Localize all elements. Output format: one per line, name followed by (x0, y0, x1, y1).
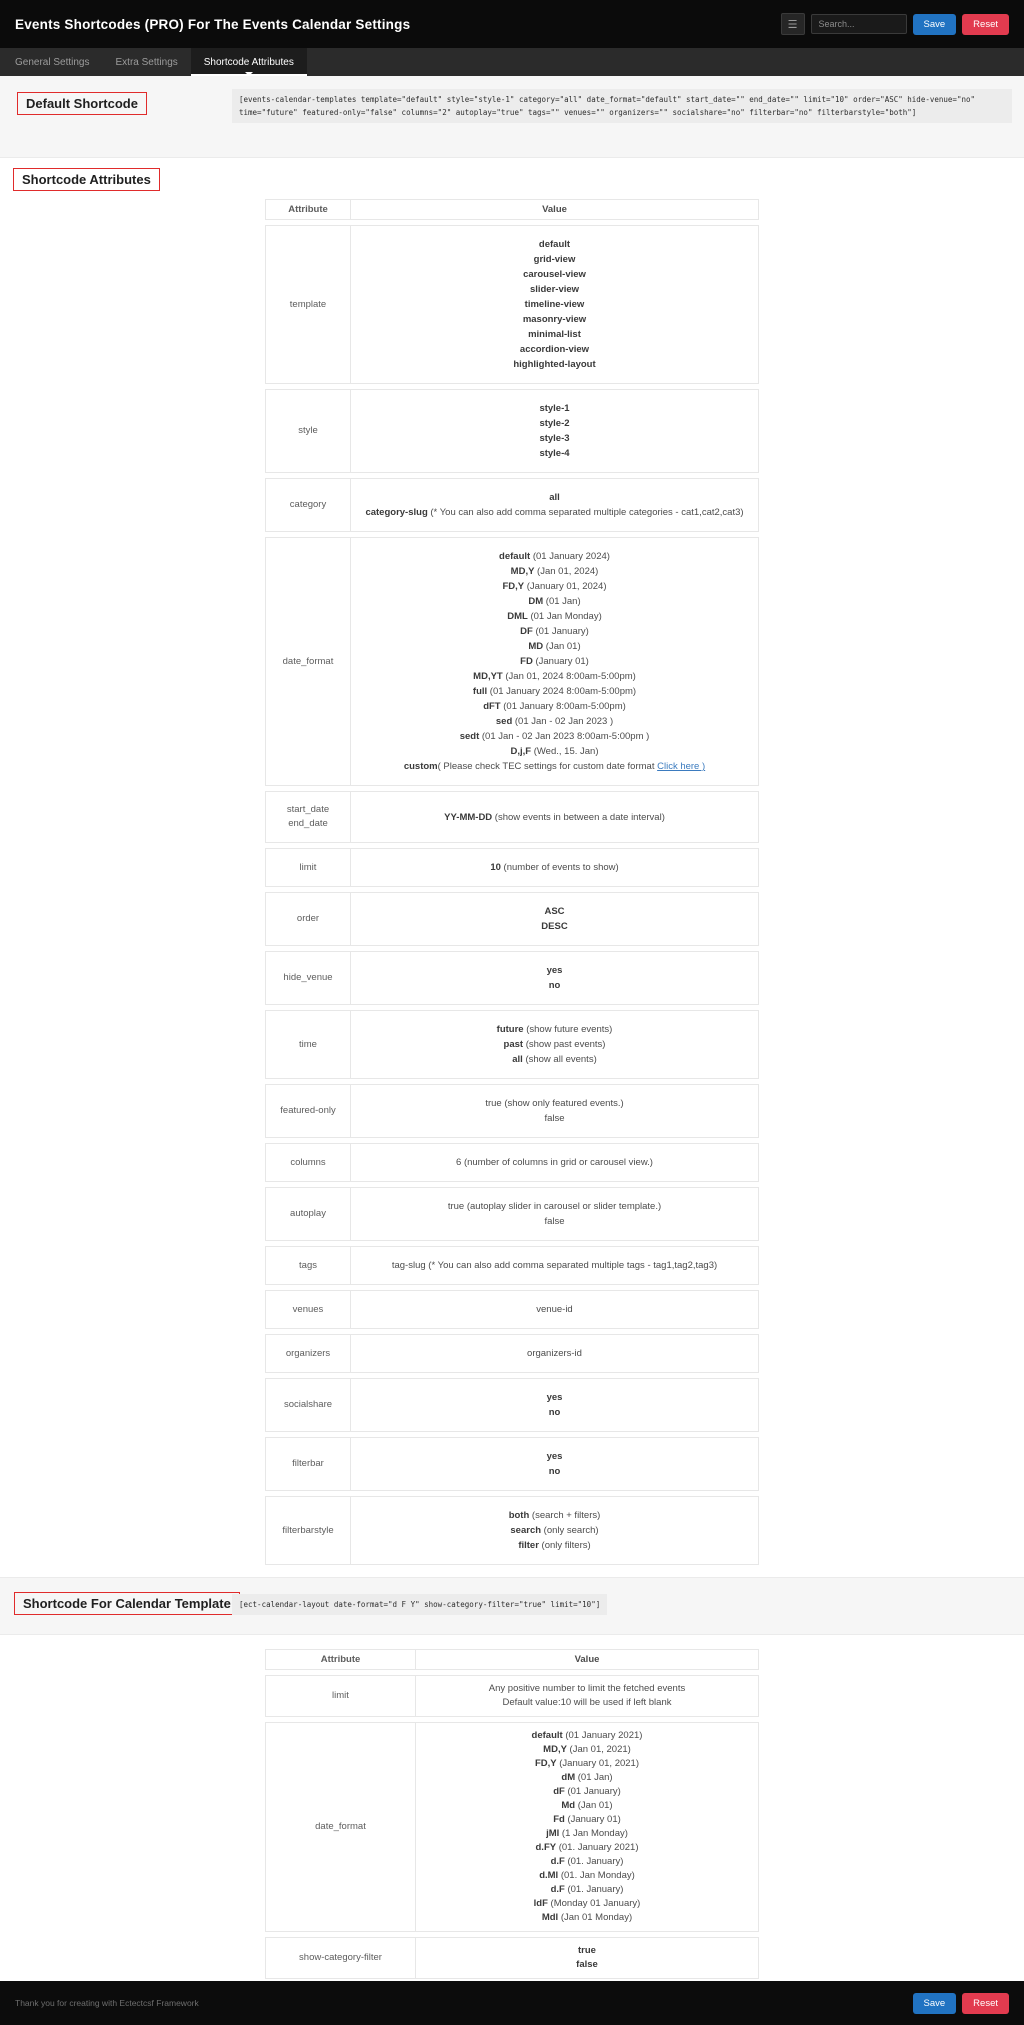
table-row (265, 389, 759, 473)
table-header-row (265, 1649, 759, 1670)
value-line: slider-view (529, 284, 580, 295)
value-line: dFT (01 January 8:00am-5:00pm) (483, 701, 626, 712)
tab-general-settings[interactable]: General Settings (15, 56, 90, 68)
attribute-name: venues (292, 1303, 324, 1315)
value-line: highlighted-layout (513, 359, 596, 370)
footer-actions (913, 1993, 1009, 2014)
default-shortcode-code: [events-calendar-templates template="default" style="style-1" category="all" date_format="default" start_date="" end_date="" limit="10" order="ASC" hide-venue="no" time="future" featured-only="false" columns="2" autoplay="true" tags="" venues="" organizers="" socialshare="no" filterbar="no" filterbarstyle="both"] (232, 89, 1012, 123)
value-line: jMl (1 Jan Monday) (546, 1828, 628, 1839)
value-line: 6 (number of columns in grid or carousel view.) (456, 1157, 653, 1168)
value-cell (351, 792, 758, 842)
attribute-cell (266, 893, 351, 945)
attribute-name: filterbar (292, 1458, 324, 1469)
value-cell (416, 1723, 758, 1931)
footer-save-button[interactable]: Save (913, 1993, 957, 2014)
table-row (265, 537, 759, 786)
menu-icon[interactable]: ☰ (781, 13, 805, 35)
top-header (0, 0, 1024, 48)
attribute-column-header: Attribute (266, 200, 351, 219)
table-row (265, 1722, 759, 1932)
value-cell (351, 893, 758, 945)
table-row (265, 791, 759, 843)
value-cell (351, 1144, 758, 1181)
value-line: D,j,F (Wed., 15. Jan) (510, 746, 599, 757)
attribute-cell (266, 1676, 416, 1716)
value-cell (351, 1247, 758, 1284)
attribute-cell (266, 479, 351, 531)
table-row (265, 1290, 759, 1329)
value-line: MD (Jan 01) (528, 641, 581, 652)
value-line: DF (01 January) (520, 626, 589, 637)
value-line: style-2 (539, 418, 570, 429)
attribute-name: socialshare (283, 1399, 333, 1410)
table-row (265, 1437, 759, 1491)
value-line: DM (01 Jan) (528, 596, 581, 607)
value-line: both (search + filters) (508, 1510, 601, 1521)
attribute-cell (266, 1247, 351, 1284)
value-line: organizers-id (527, 1348, 582, 1359)
value-line: Md (Jan 01) (561, 1800, 613, 1811)
value-cell (351, 1085, 758, 1137)
attribute-cell (266, 1938, 416, 1978)
value-line: filter (only filters) (518, 1540, 591, 1551)
attribute-name: limit (332, 1690, 349, 1701)
value-line: YY-MM-DD (show events in between a date interval) (444, 811, 665, 823)
value-line: yes (546, 1392, 563, 1403)
click-here-link[interactable]: Click here ) (657, 761, 706, 772)
attribute-cell (266, 1188, 351, 1240)
search-input[interactable] (811, 14, 907, 34)
attribute-cell (266, 1144, 351, 1181)
value-line: 10 (number of events to show) (490, 862, 619, 873)
attribute-name: time (299, 1038, 317, 1050)
value-cell (416, 1938, 758, 1978)
value-line: FD (January 01) (520, 656, 589, 667)
attribute-name: organizers (285, 1347, 331, 1359)
shortcode-attributes-table (265, 199, 759, 1565)
value-line: Default value:10 will be used if left blank (502, 1697, 672, 1708)
attribute-cell (266, 849, 351, 886)
value-cell (351, 226, 758, 383)
value-line: DESC (541, 921, 568, 932)
value-line: MD,YT (Jan 01, 2024 8:00am-5:00pm) (473, 671, 636, 682)
value-cell (351, 1335, 758, 1372)
attribute-name: tags (299, 1259, 317, 1271)
table-row (265, 1937, 759, 1979)
value-line: search (only search) (510, 1525, 599, 1536)
attribute-name: show-category-filter (299, 1952, 382, 1963)
table-row (265, 1675, 759, 1717)
value-line: all (show all events) (512, 1054, 597, 1065)
tab-extra-settings[interactable]: Extra Settings (115, 56, 178, 68)
table-row (265, 1334, 759, 1373)
attribute-name: template (289, 298, 327, 310)
value-line: masonry-view (522, 314, 587, 325)
value-line: past (show past events) (503, 1039, 606, 1050)
value-line: false (544, 1113, 565, 1124)
value-line: MD,Y (Jan 01, 2021) (543, 1744, 631, 1755)
attribute-name: hide_venue (283, 972, 333, 983)
value-cell (351, 1188, 758, 1240)
value-line: default (01 January 2024) (499, 551, 610, 562)
value-cell (351, 1379, 758, 1431)
value-line: MD,Y (Jan 01, 2024) (510, 566, 599, 577)
value-cell (351, 952, 758, 1004)
attribute-name: featured-only (280, 1105, 336, 1116)
value-cell (351, 849, 758, 886)
attribute-name: style (298, 425, 318, 436)
attribute-cell (266, 792, 351, 842)
value-line: yes (546, 965, 563, 976)
table-row (265, 1246, 759, 1285)
calendar-template-table (265, 1649, 759, 1979)
attribute-name: autoplay (290, 1208, 326, 1219)
shortcode-attributes-heading (0, 158, 1024, 199)
value-line: minimal-list (528, 329, 581, 340)
attribute-cell (266, 1438, 351, 1490)
attribute-cell (266, 226, 351, 383)
value-line: default (01 January 2021) (531, 1730, 643, 1741)
tabs-bar (0, 48, 1024, 76)
value-line: accordion-view (519, 344, 590, 355)
value-cell (416, 1676, 758, 1716)
value-line: no (548, 980, 561, 991)
table-row (265, 1187, 759, 1241)
section-title-calendar-template: Shortcode For Calendar Template (14, 1592, 240, 1615)
table-row (265, 478, 759, 532)
section-title-default-shortcode: Default Shortcode (17, 92, 147, 115)
value-cell (351, 538, 758, 785)
value-line: no (548, 1407, 561, 1418)
value-line: true (show only featured events.) (485, 1098, 624, 1109)
attribute-cell (266, 952, 351, 1004)
attribute-cell (266, 1011, 351, 1078)
attribute-column-header: Attribute (266, 1650, 416, 1669)
calendar-template-section (0, 1577, 1024, 1635)
value-line: ldF (Monday 01 January) (533, 1898, 641, 1909)
value-line: style-1 (539, 403, 570, 414)
table-header-row (265, 199, 759, 220)
table-row (265, 951, 759, 1005)
section-title-shortcode-attributes: Shortcode Attributes (13, 168, 160, 191)
attribute-name: date_format (315, 1821, 366, 1832)
attribute-cell (266, 1335, 351, 1372)
value-cell (351, 1497, 758, 1564)
value-line: false (544, 1216, 565, 1227)
value-line: all (549, 492, 560, 503)
value-line: future (show future events) (496, 1024, 613, 1035)
tab-shortcode-attributes[interactable]: Shortcode Attributes (191, 48, 307, 76)
value-column-header: Value (542, 204, 567, 215)
attribute-name: filterbarstyle (282, 1524, 334, 1536)
attribute-name: category (289, 499, 327, 510)
value-column-header: Value (574, 1654, 600, 1665)
value-line: venue-id (536, 1304, 573, 1315)
table-row (265, 225, 759, 384)
attribute-name: start_date (286, 804, 330, 815)
value-line: category-slug (* You can also add comma separated multiple categories - cat1,cat2,cat3) (365, 507, 744, 518)
value-cell (351, 1011, 758, 1078)
attribute-name: date_format (282, 655, 334, 667)
table-row (265, 1378, 759, 1432)
value-line: d.F (01. January) (550, 1884, 624, 1895)
table-row (265, 848, 759, 887)
attribute-cell (266, 1291, 351, 1328)
value-line: ASC (544, 906, 565, 917)
value-line: full (01 January 2024 8:00am-5:00pm) (472, 686, 637, 697)
default-shortcode-section (0, 76, 1024, 158)
attribute-name: end_date (288, 818, 328, 829)
attribute-cell (266, 1379, 351, 1431)
value-line: tag-slug (* You can also add comma separated multiple tags - tag1,tag2,tag3) (391, 1260, 718, 1271)
value-line: true (autoplay slider in carousel or slider template.) (447, 1201, 662, 1212)
page-title: Events Shortcodes (PRO) For The Events Calendar Settings (15, 16, 411, 32)
value-cell (351, 1291, 758, 1328)
value-line: style-3 (539, 433, 570, 444)
value-line: d.FY (01. January 2021) (535, 1842, 639, 1853)
value-line: no (548, 1466, 561, 1477)
value-line: Any positive number to limit the fetched events (488, 1683, 686, 1694)
value-line: d.Ml (01. Jan Monday) (539, 1870, 635, 1881)
value-line: default (538, 239, 571, 250)
value-line: grid-view (533, 254, 576, 265)
footer (0, 1981, 1024, 2025)
attribute-name: columns (290, 1156, 326, 1168)
value-line: Fd (January 01) (553, 1814, 621, 1825)
table-row (265, 1496, 759, 1565)
footer-reset-button[interactable]: Reset (962, 1993, 1009, 2014)
value-line: carousel-view (523, 269, 586, 280)
value-line: dF (01 January) (553, 1786, 621, 1797)
value-line: d.F (01. January) (550, 1856, 624, 1867)
value-line: FD,Y (January 01, 2024) (502, 581, 607, 592)
value-cell (351, 390, 758, 472)
table-row (265, 1143, 759, 1182)
attribute-cell (266, 1723, 416, 1931)
value-line: FD,Y (January 01, 2021) (534, 1758, 640, 1769)
value-line: custom( Please check TEC settings for custom date format Click here ) (403, 761, 706, 772)
table-row (265, 892, 759, 946)
attribute-cell (266, 1085, 351, 1137)
table-row (265, 1084, 759, 1138)
header-actions (781, 13, 1009, 35)
value-line: false (576, 1959, 598, 1970)
table-row (265, 1010, 759, 1079)
attribute-name: limit (299, 861, 317, 873)
value-line: dM (01 Jan) (561, 1772, 613, 1783)
value-line: timeline-view (524, 299, 585, 310)
value-cell (351, 1438, 758, 1490)
value-line: yes (546, 1451, 563, 1462)
value-line: DML (01 Jan Monday) (507, 611, 602, 622)
value-cell (351, 479, 758, 531)
attribute-cell (266, 390, 351, 472)
calendar-template-code: [ect-calendar-layout date-format="d F Y" show-category-filter="true" limit="10"] (232, 1594, 607, 1615)
attribute-name: order (296, 913, 320, 924)
value-line: sedt (01 Jan - 02 Jan 2023 8:00am-5:00pm ) (459, 731, 650, 742)
value-line: true (578, 1945, 596, 1956)
attribute-cell (266, 538, 351, 785)
footer-credit: Thank you for creating with Ectectcsf Framework (15, 1998, 199, 2008)
reset-button[interactable]: Reset (962, 14, 1009, 35)
attribute-cell (266, 1497, 351, 1564)
value-line: style-4 (539, 448, 570, 459)
value-line: sed (01 Jan - 02 Jan 2023 ) (495, 716, 614, 727)
value-line: Mdl (Jan 01 Monday) (541, 1912, 633, 1923)
save-button[interactable]: Save (913, 14, 957, 35)
